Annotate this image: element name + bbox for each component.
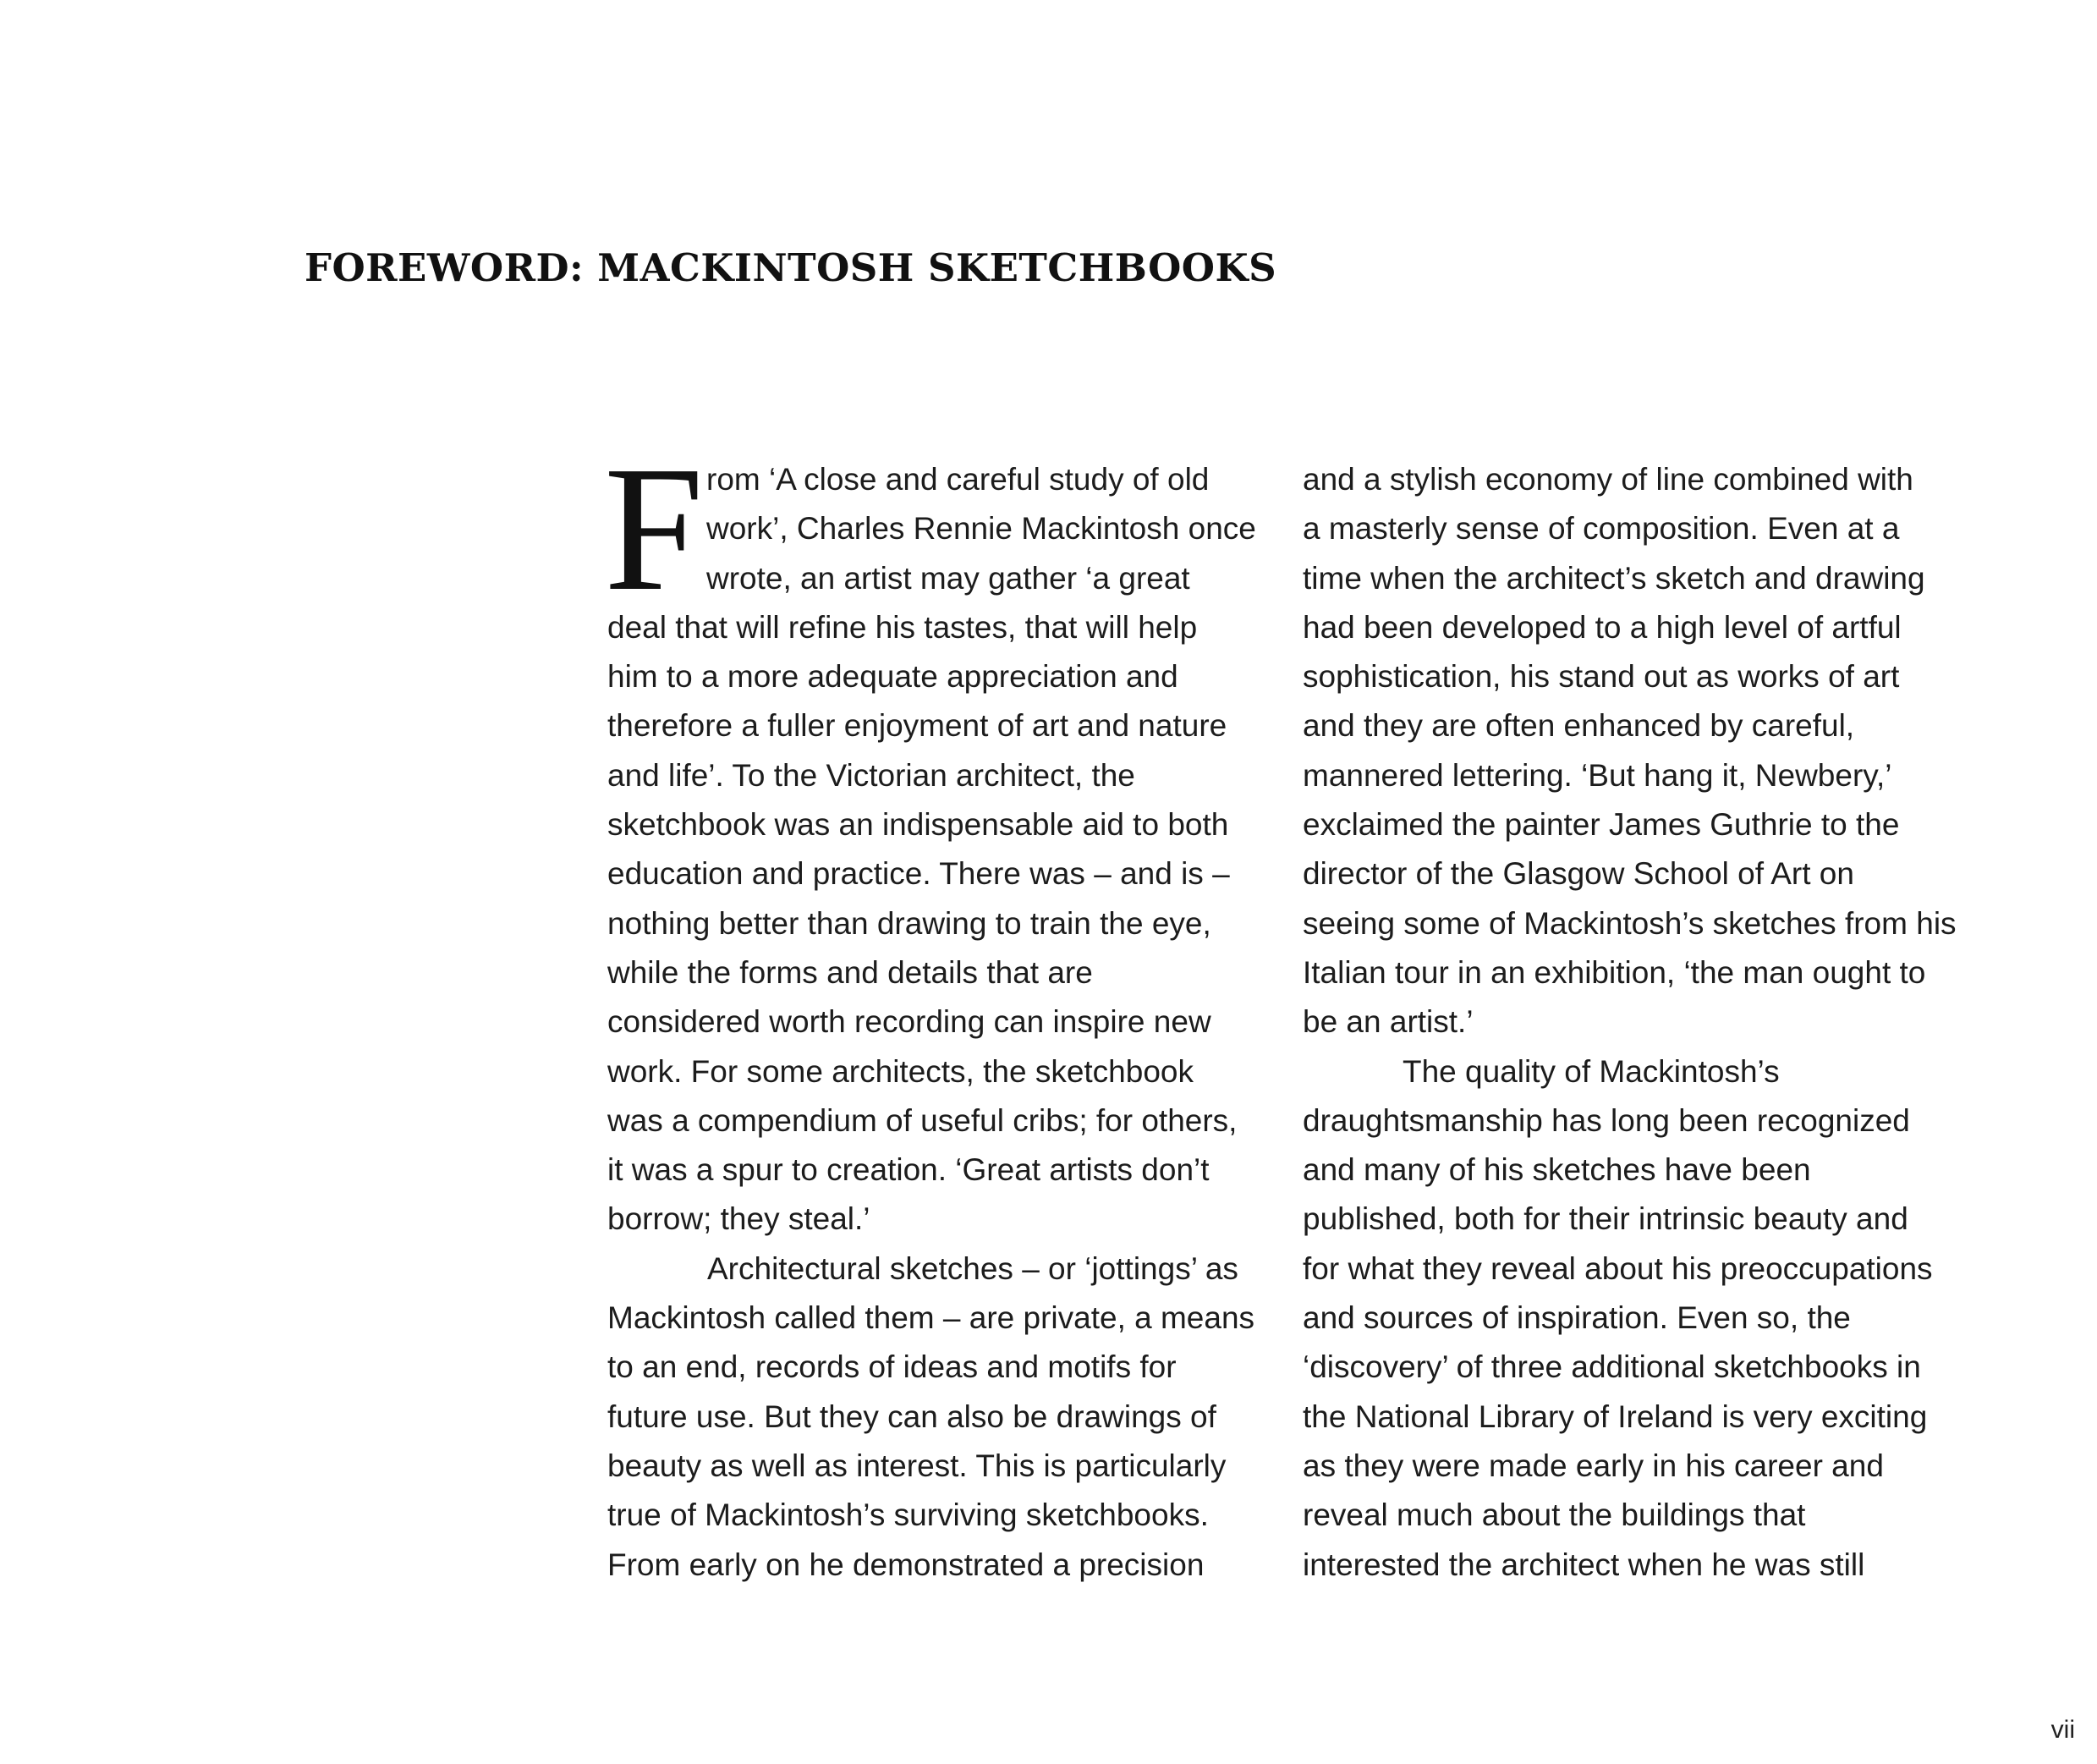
text-line: and they are often enhanced by careful, <box>1303 708 1855 744</box>
paragraph-start-line: Architectural sketches – or ‘jottings’ as <box>707 1250 1238 1286</box>
text-line: and sources of inspiration. Even so, the <box>1303 1300 1851 1336</box>
text-line: considered worth recording can inspire new <box>607 1004 1211 1040</box>
text-line: seeing some of Mackintosh’s sketches from his <box>1303 905 1957 941</box>
text-line: while the forms and details that are <box>607 954 1093 990</box>
text-line: mannered lettering. ‘But hang it, Newbery,’ <box>1303 757 1892 793</box>
drop-cap: F <box>604 429 704 628</box>
text-line: and a stylish economy of line combined with <box>1303 462 1913 497</box>
page-number: vii <box>2050 1716 2075 1744</box>
text-line: work’, Charles Rennie Mackintosh once <box>706 511 1256 547</box>
text-line: had been developed to a high level of artful <box>1303 609 1902 645</box>
text-line: interested the architect when he was still <box>1303 1547 1865 1582</box>
text-line: was a compendium of useful cribs; for others, <box>607 1102 1238 1138</box>
text-line: exclaimed the painter James Guthrie to the <box>1303 807 1900 843</box>
paragraph-start-line: The quality of Mackintosh’s <box>1403 1053 1780 1089</box>
text-line: work. For some architects, the sketchbook <box>607 1053 1194 1089</box>
text-line: a masterly sense of composition. Even at a <box>1303 511 1900 547</box>
text-line: draughtsmanship has long been recognized <box>1303 1102 1910 1138</box>
text-line: to an end, records of ideas and motifs for <box>607 1349 1177 1385</box>
text-line: him to a more adequate appreciation and <box>607 659 1178 695</box>
text-line: education and practice. There was – and is – <box>607 856 1230 892</box>
text-line: deal that will refine his tastes, that will help <box>607 609 1198 645</box>
text-line: the National Library of Ireland is very exciting <box>1303 1399 1928 1434</box>
text-line: wrote, an artist may gather ‘a great <box>706 560 1190 596</box>
text-column-left <box>604 429 1276 1590</box>
text-line: therefore a fuller enjoyment of art and nature <box>607 708 1227 744</box>
text-line: sophistication, his stand out as works of art <box>1303 659 1900 695</box>
text-line: as they were made early in his career and <box>1303 1448 1884 1483</box>
text-line: Mackintosh called them – are private, a means <box>607 1300 1255 1336</box>
text-line: ‘discovery’ of three additional sketchbooks in <box>1303 1349 1921 1385</box>
text-line: nothing better than drawing to train the eye, <box>607 905 1211 941</box>
text-line: and many of his sketches have been <box>1303 1152 1811 1188</box>
text-column-right <box>1303 455 1971 1590</box>
text-line: it was a spur to creation. ‘Great artists don’t <box>607 1152 1210 1188</box>
text-line: be an artist.’ <box>1303 1004 1474 1040</box>
text-line: beauty as well as interest. This is particularly <box>607 1448 1227 1483</box>
text-line: director of the Glasgow School of Art on <box>1303 856 1854 892</box>
text-line: rom ‘A close and careful study of old <box>706 462 1210 497</box>
text-line: and life’. To the Victorian architect, the <box>607 757 1135 793</box>
text-line: reveal much about the buildings that <box>1303 1497 1806 1533</box>
text-line: time when the architect’s sketch and drawing <box>1303 560 1925 596</box>
page-title: FOREWORD: MACKINTOSH SKETCHBOOKS <box>305 245 1277 290</box>
text-line: future use. But they can also be drawings of <box>607 1399 1216 1434</box>
text-line: borrow; they steal.’ <box>607 1201 870 1237</box>
text-line: sketchbook was an indispensable aid to both <box>607 807 1229 843</box>
text-line: published, both for their intrinsic beauty and <box>1303 1201 1908 1237</box>
text-line: From early on he demonstrated a precision <box>607 1547 1205 1582</box>
text-line: Italian tour in an exhibition, ‘the man ought to <box>1303 954 1926 990</box>
text-line: for what they reveal about his preoccupations <box>1303 1250 1933 1286</box>
text-line: true of Mackintosh’s surviving sketchbooks. <box>607 1497 1209 1533</box>
